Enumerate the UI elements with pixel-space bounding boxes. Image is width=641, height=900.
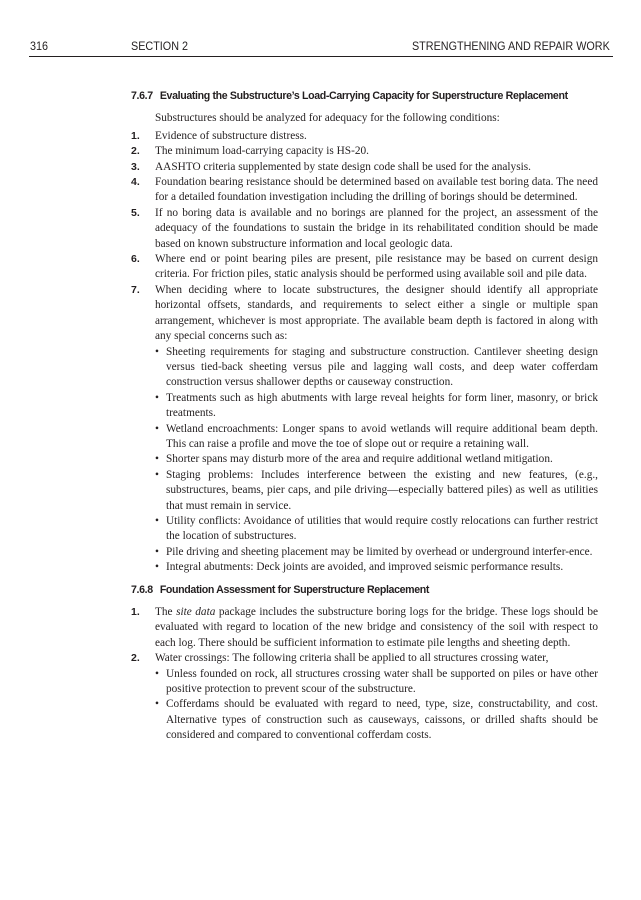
bullet-item — [155, 345, 598, 391]
bullet-text: Integral abutments: Deck joints are avoided, and improved seismic performance results. — [166, 561, 564, 574]
section-title: Foundation Assessment for Superstructure Replacement — [159, 583, 430, 596]
bullet-item — [155, 391, 598, 422]
bullet-text: Treatments such as high abutments with large reveal heights for form liner, masonry, or brick treatments. — [166, 391, 598, 420]
item-number: 1. — [131, 129, 140, 142]
item-number: 1. — [131, 606, 140, 618]
bullet-icon: • — [155, 667, 159, 680]
bullet-icon: • — [155, 468, 159, 481]
item-text: When deciding where to locate substructures, the designer should identify all appropriate horizontal offsets, standards, and requirements to select either a single or multiple span arrangement, whichever is most appropriate. The available beam depth is factored in along with any special concerns such as: — [155, 283, 598, 343]
bullet-icon: • — [155, 561, 159, 574]
list-item — [131, 283, 598, 576]
section-title: Evaluating the Substructure’s Load-Carrying Capacity for Superstructure Replacement — [159, 90, 568, 102]
item-text: Evidence of substructure distress. — [155, 129, 307, 142]
bullet-icon: • — [155, 422, 159, 435]
bullet-text: Staging problems: Includes interference between the existing and new features, (e.g., substructures, beams, pier caps, and pile driving—especially battered piles) as well as utilities that must remain in service. — [166, 468, 598, 512]
bullet-item — [155, 468, 598, 514]
item-text: AASHTO criteria supplemented by state design code shall be used for the analysis. — [155, 160, 531, 173]
header-rule — [29, 56, 613, 57]
section-label: SECTION 2 — [131, 39, 189, 53]
section-number: 7.6.8 — [131, 583, 153, 596]
bullet-icon: • — [155, 345, 159, 358]
bullet-item — [155, 560, 598, 575]
list-item — [131, 252, 598, 283]
item-text: If no boring data is available and no borings are planned for the project, an assessment of the adequacy of the foundations to sustain the bridge in its rehabilitated condition should be made based on known substructure information and local geologic data. — [155, 206, 598, 250]
bullet-text: Sheeting requirements for staging and substructure construction. Cantilever sheeting design versus tied-back sheeting versus pile and lagging wall costs, and deep water cofferdam construction versus shallower depths or causeway construction. — [166, 345, 598, 389]
page-number: 316 — [30, 39, 49, 53]
list-item — [131, 651, 598, 743]
item-text-rest: package includes the substructure boring logs for the bridge. These logs should be evaluated with regard to location of the new bridge and consistency of the soil with respect to each log. There should be sufficient information to estimate pile lengths and sheeting depth. — [155, 606, 598, 649]
bullet-icon: • — [155, 698, 159, 711]
list-item — [131, 160, 598, 175]
item-number: 2. — [131, 145, 140, 158]
bullet-item — [155, 422, 598, 453]
bullet-list — [155, 345, 598, 576]
bullet-item — [155, 514, 598, 545]
bullet-item — [155, 452, 598, 467]
running-header — [0, 0, 641, 53]
item-text-emphasis: site data — [176, 606, 216, 618]
item-number: 2. — [131, 652, 140, 665]
section-heading-7-6-7 — [131, 89, 598, 104]
bullet-icon: • — [155, 545, 159, 558]
item-text: Water crossings: The following criteria shall be applied to all structures crossing water, — [155, 652, 549, 665]
item-number: 6. — [131, 253, 140, 266]
list-item — [131, 175, 598, 206]
bullet-text: Shorter spans may disturb more of the area and require additional wetland mitigation. — [166, 453, 553, 466]
item-text-lead: The — [155, 606, 177, 618]
section-intro: Substructures should be analyzed for adequacy for the following conditions: — [155, 112, 500, 125]
item-number: 3. — [131, 160, 140, 173]
list-item — [131, 129, 598, 144]
list-item — [131, 605, 598, 651]
list-item — [131, 206, 598, 252]
section-heading-7-6-8 — [131, 583, 598, 598]
bullet-text: Pile driving and sheeting placement may be limited by overhead or underground interfer-ence. — [166, 545, 593, 558]
item-text: Foundation bearing resistance should be determined based on available test boring data. The need for a detailed foundation investigation including the drilling of borings should be determined. — [155, 176, 598, 204]
bullet-text: Utility conflicts: Avoidance of utilities that would require costly relocations can further restrict the location of substructures. — [166, 514, 598, 543]
bullet-text: Wetland encroachments: Longer spans to avoid wetlands will require additional beam depth. This can raise a profile and move the toe of slope out or require a retaining wall. — [166, 422, 598, 450]
item-number: 4. — [131, 176, 140, 189]
bullet-text: Cofferdams should be evaluated with regard to need, type, size, constructability, and cost. Alternative types of construction such as causeways, caissons, or drilled shafts should be considered and compared to conventional cofferdam costs. — [166, 698, 598, 742]
bullet-list — [155, 667, 598, 744]
bullet-item — [155, 697, 598, 743]
item-number: 7. — [131, 283, 140, 296]
item-text: The minimum load-carrying capacity is HS-20. — [155, 145, 369, 158]
chapter-title: STRENGTHENING AND REPAIR WORK — [412, 39, 610, 53]
list-item — [131, 144, 598, 159]
item-text: Where end or point bearing piles are present, pile resistance may be based on current design criteria. For friction piles, static analysis should be performed using available soil and pile data. — [155, 253, 598, 281]
bullet-text: Unless founded on rock, all structures crossing water shall be supported on piles or have other positive protection to prevent scour of the substructure. — [166, 667, 598, 696]
page-body — [131, 89, 598, 744]
bullet-item — [155, 545, 598, 560]
bullet-item — [155, 667, 598, 698]
bullet-icon: • — [155, 453, 159, 466]
bullet-icon: • — [155, 514, 159, 527]
item-number: 5. — [131, 206, 140, 219]
bullet-icon: • — [155, 391, 159, 404]
section-number: 7.6.7 — [131, 90, 153, 102]
